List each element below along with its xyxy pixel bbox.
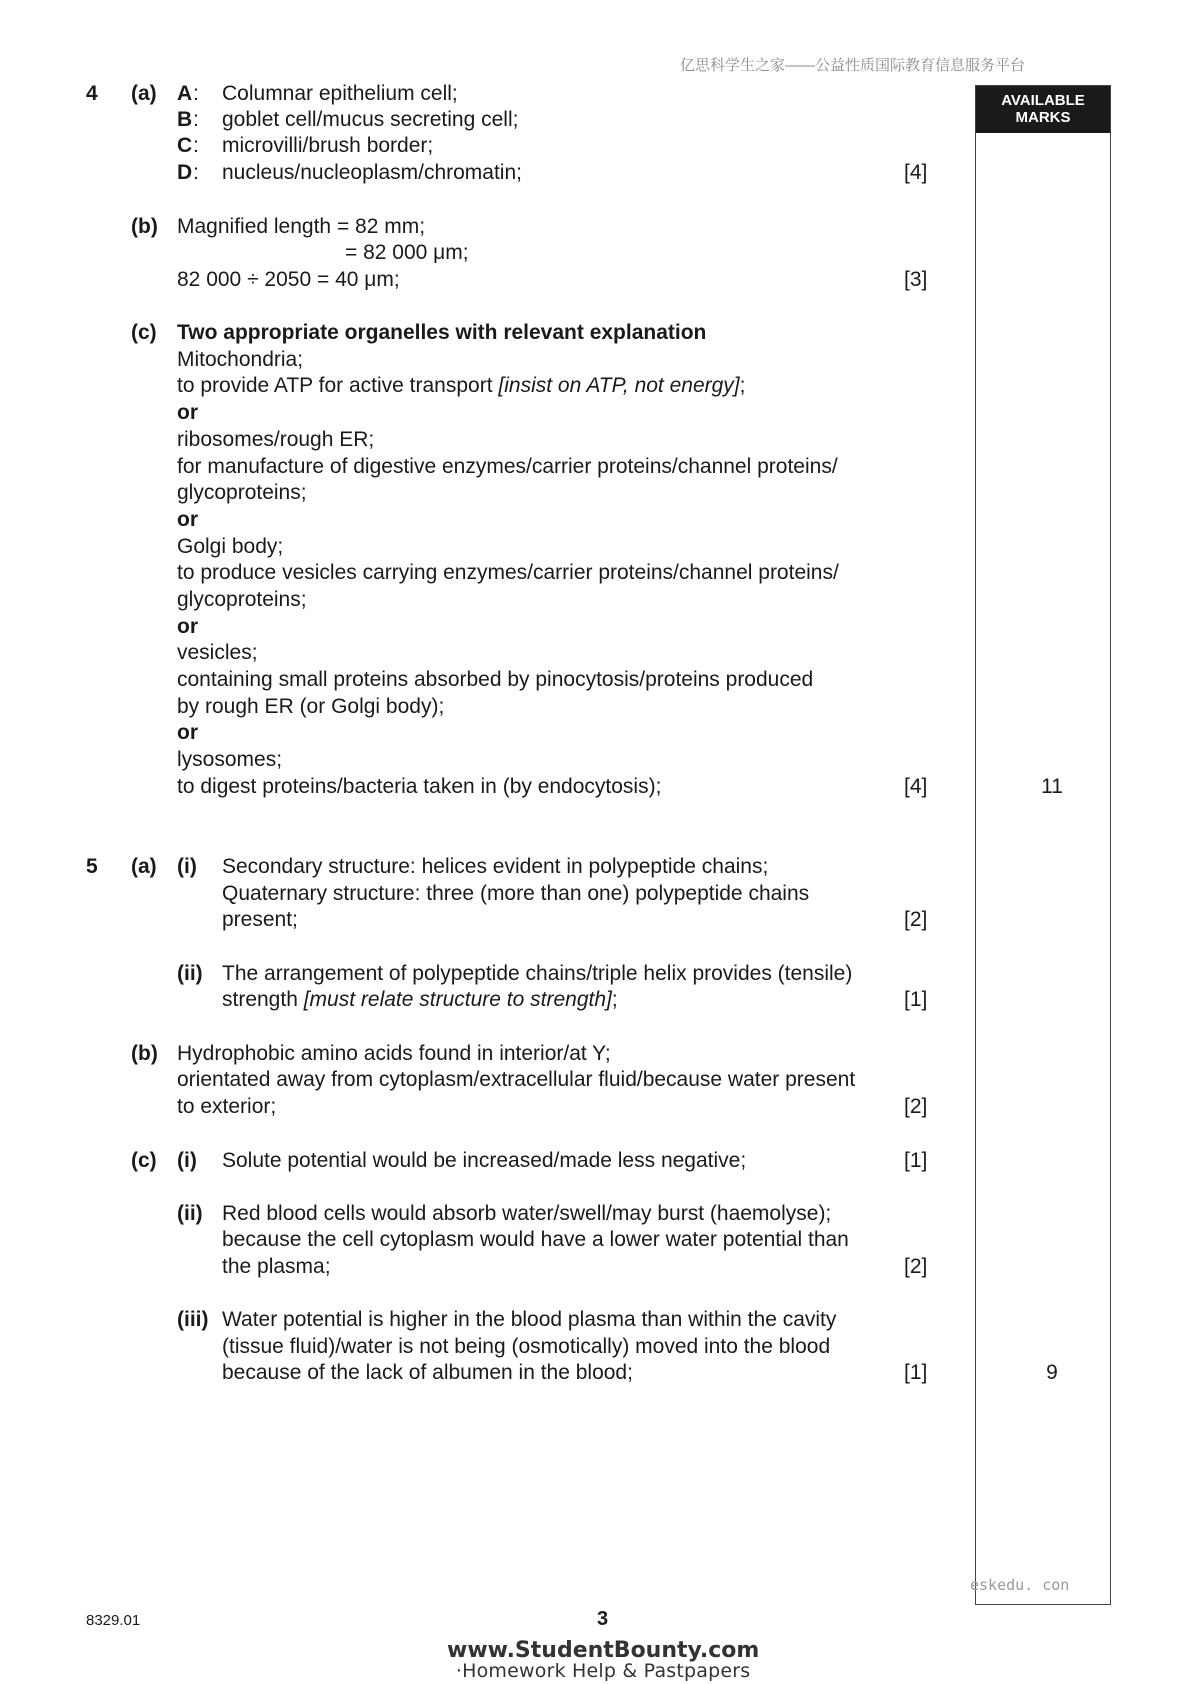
- q4a-key-d: D: [177, 161, 193, 184]
- q5a-i-line: Secondary structure: helices evident in polypeptide chains;: [222, 855, 769, 878]
- q4c-or: or: [177, 508, 198, 531]
- question-4-number: 4: [86, 82, 98, 105]
- q4c-or: or: [177, 721, 198, 744]
- q5c-ii-mark: [2]: [904, 1255, 928, 1278]
- q4a-label: (a): [131, 82, 157, 105]
- q4a-key-a: A: [177, 82, 193, 105]
- q4c-line: to produce vesicles carrying enzymes/carrier proteins/channel proteins/: [177, 561, 839, 584]
- available-marks-header: [976, 86, 1110, 133]
- q4c-or: or: [177, 615, 198, 638]
- q4b-mark: [3]: [904, 268, 928, 291]
- q5a-ii-line: [222, 987, 618, 1013]
- paper-code: 8329.01: [86, 1612, 141, 1629]
- marks-header-line-2: MARKS: [1015, 109, 1071, 126]
- q5b-line: Hydrophobic amino acids found in interior/at Y;: [177, 1042, 611, 1065]
- studentbounty-tagline: ·Homework Help & Pastpapers: [455, 1660, 751, 1682]
- q5c-iii-line: (tissue fluid)/water is not being (osmotically) moved into the blood: [222, 1335, 831, 1358]
- q4a-key-b: B: [177, 108, 193, 131]
- q5b-line: orientated away from cytoplasm/extracellular fluid/because water present: [177, 1068, 856, 1091]
- q4c-line: glycoproteins;: [177, 481, 307, 504]
- q4b-line-2: = 82 000 μm;: [345, 241, 469, 264]
- studentbounty-logo[interactable]: [447, 1640, 759, 1681]
- q4a-text-a: Columnar epithelium cell;: [222, 82, 458, 105]
- q4b-label: (b): [131, 215, 158, 238]
- q5c-ii-line: the plasma;: [222, 1255, 331, 1278]
- q4c-text: to provide ATP for active transport: [177, 374, 499, 397]
- q4b-line-3: 82 000 ÷ 2050 = 40 μm;: [177, 268, 400, 291]
- page-number: 3: [597, 1608, 609, 1630]
- q4c-line: containing small proteins absorbed by pinocytosis/proteins produced: [177, 668, 814, 691]
- q4a-key-c: C: [177, 134, 193, 157]
- q4-available-marks: 11: [1041, 775, 1063, 798]
- question-5-number: 5: [86, 855, 98, 878]
- q5b-label: (b): [131, 1042, 158, 1065]
- q4a-colon: :: [193, 108, 199, 131]
- q4c-mark: [4]: [904, 775, 928, 798]
- q5-available-marks: 9: [1046, 1361, 1058, 1384]
- q4c-line: Mitochondria;: [177, 348, 304, 371]
- eskedu-watermark: eskedu. con: [970, 1576, 1070, 1594]
- q4a-colon: :: [193, 82, 199, 105]
- q5c-ii-line: Red blood cells would absorb water/swell/may burst (haemolyse);: [222, 1202, 832, 1225]
- q4c-heading: Two appropriate organelles with relevant explanation: [177, 321, 707, 344]
- q5c-i-line: Solute potential would be increased/made less negative;: [222, 1149, 747, 1172]
- q5a-i-line: Quaternary structure: three (more than one) polypeptide chains: [222, 882, 810, 905]
- q5a-i-label: (i): [177, 855, 197, 878]
- studentbounty-url[interactable]: www.StudentBounty.com: [447, 1638, 760, 1663]
- q4c-line: for manufacture of digestive enzymes/carrier proteins/channel proteins/: [177, 455, 838, 478]
- q4c-line: glycoproteins;: [177, 588, 307, 611]
- q4c-label: (c): [131, 321, 157, 344]
- q5a-i-line: present;: [222, 908, 298, 931]
- q5a-label: (a): [131, 855, 157, 878]
- q4c-text: ;: [739, 374, 746, 397]
- q5c-i-mark: [1]: [904, 1149, 928, 1172]
- q4c-line: Golgi body;: [177, 535, 284, 558]
- q4c-line: to digest proteins/bacteria taken in (by endocytosis);: [177, 775, 662, 798]
- q5a-ii-text: strength: [222, 988, 304, 1011]
- q4c-line: [177, 373, 745, 399]
- q5c-iii-line: because of the lack of albumen in the blood;: [222, 1361, 633, 1384]
- q5a-ii-text: ;: [611, 988, 618, 1011]
- q4c-line: vesicles;: [177, 641, 258, 664]
- q5c-iii-label: (iii): [177, 1308, 209, 1331]
- q4c-line: lysosomes;: [177, 748, 283, 771]
- q5c-ii-line: because the cell cytoplasm would have a lower water potential than: [222, 1228, 849, 1251]
- q5c-label: (c): [131, 1149, 157, 1172]
- header-watermark: 亿思科学生之家——公益性质国际教育信息服务平台: [680, 57, 1026, 74]
- q5b-mark: [2]: [904, 1095, 928, 1118]
- q5c-iii-mark: [1]: [904, 1361, 928, 1384]
- q4a-text-d: nucleus/nucleoplasm/chromatin;: [222, 161, 522, 184]
- q5b-line: to exterior;: [177, 1095, 277, 1118]
- q4a-text-c: microvilli/brush border;: [222, 134, 434, 157]
- q4c-examiner-note: [insist on ATP, not energy]: [498, 374, 740, 397]
- q4b-line-1: Magnified length = 82 mm;: [177, 215, 426, 238]
- q5a-ii-examiner-note: [must relate structure to strength]: [303, 988, 612, 1011]
- q4c-line: by rough ER (or Golgi body);: [177, 695, 445, 718]
- q5a-ii-label: (ii): [177, 962, 203, 985]
- q5a-i-mark: [2]: [904, 908, 928, 931]
- q4c-or: or: [177, 401, 198, 424]
- q4a-colon: :: [193, 134, 199, 157]
- q4c-line: ribosomes/rough ER;: [177, 428, 375, 451]
- q5c-iii-line: Water potential is higher in the blood plasma than within the cavity: [222, 1308, 837, 1331]
- q5c-ii-label: (ii): [177, 1202, 203, 1225]
- q4a-text-b: goblet cell/mucus secreting cell;: [222, 108, 519, 131]
- q5a-ii-line: The arrangement of polypeptide chains/triple helix provides (tensile): [222, 962, 853, 985]
- marks-header-line-1: AVAILABLE: [1001, 92, 1085, 109]
- q4a-mark: [4]: [904, 161, 928, 184]
- q5a-ii-mark: [1]: [904, 988, 928, 1011]
- q4a-colon: :: [193, 161, 199, 184]
- q5c-i-label: (i): [177, 1149, 197, 1172]
